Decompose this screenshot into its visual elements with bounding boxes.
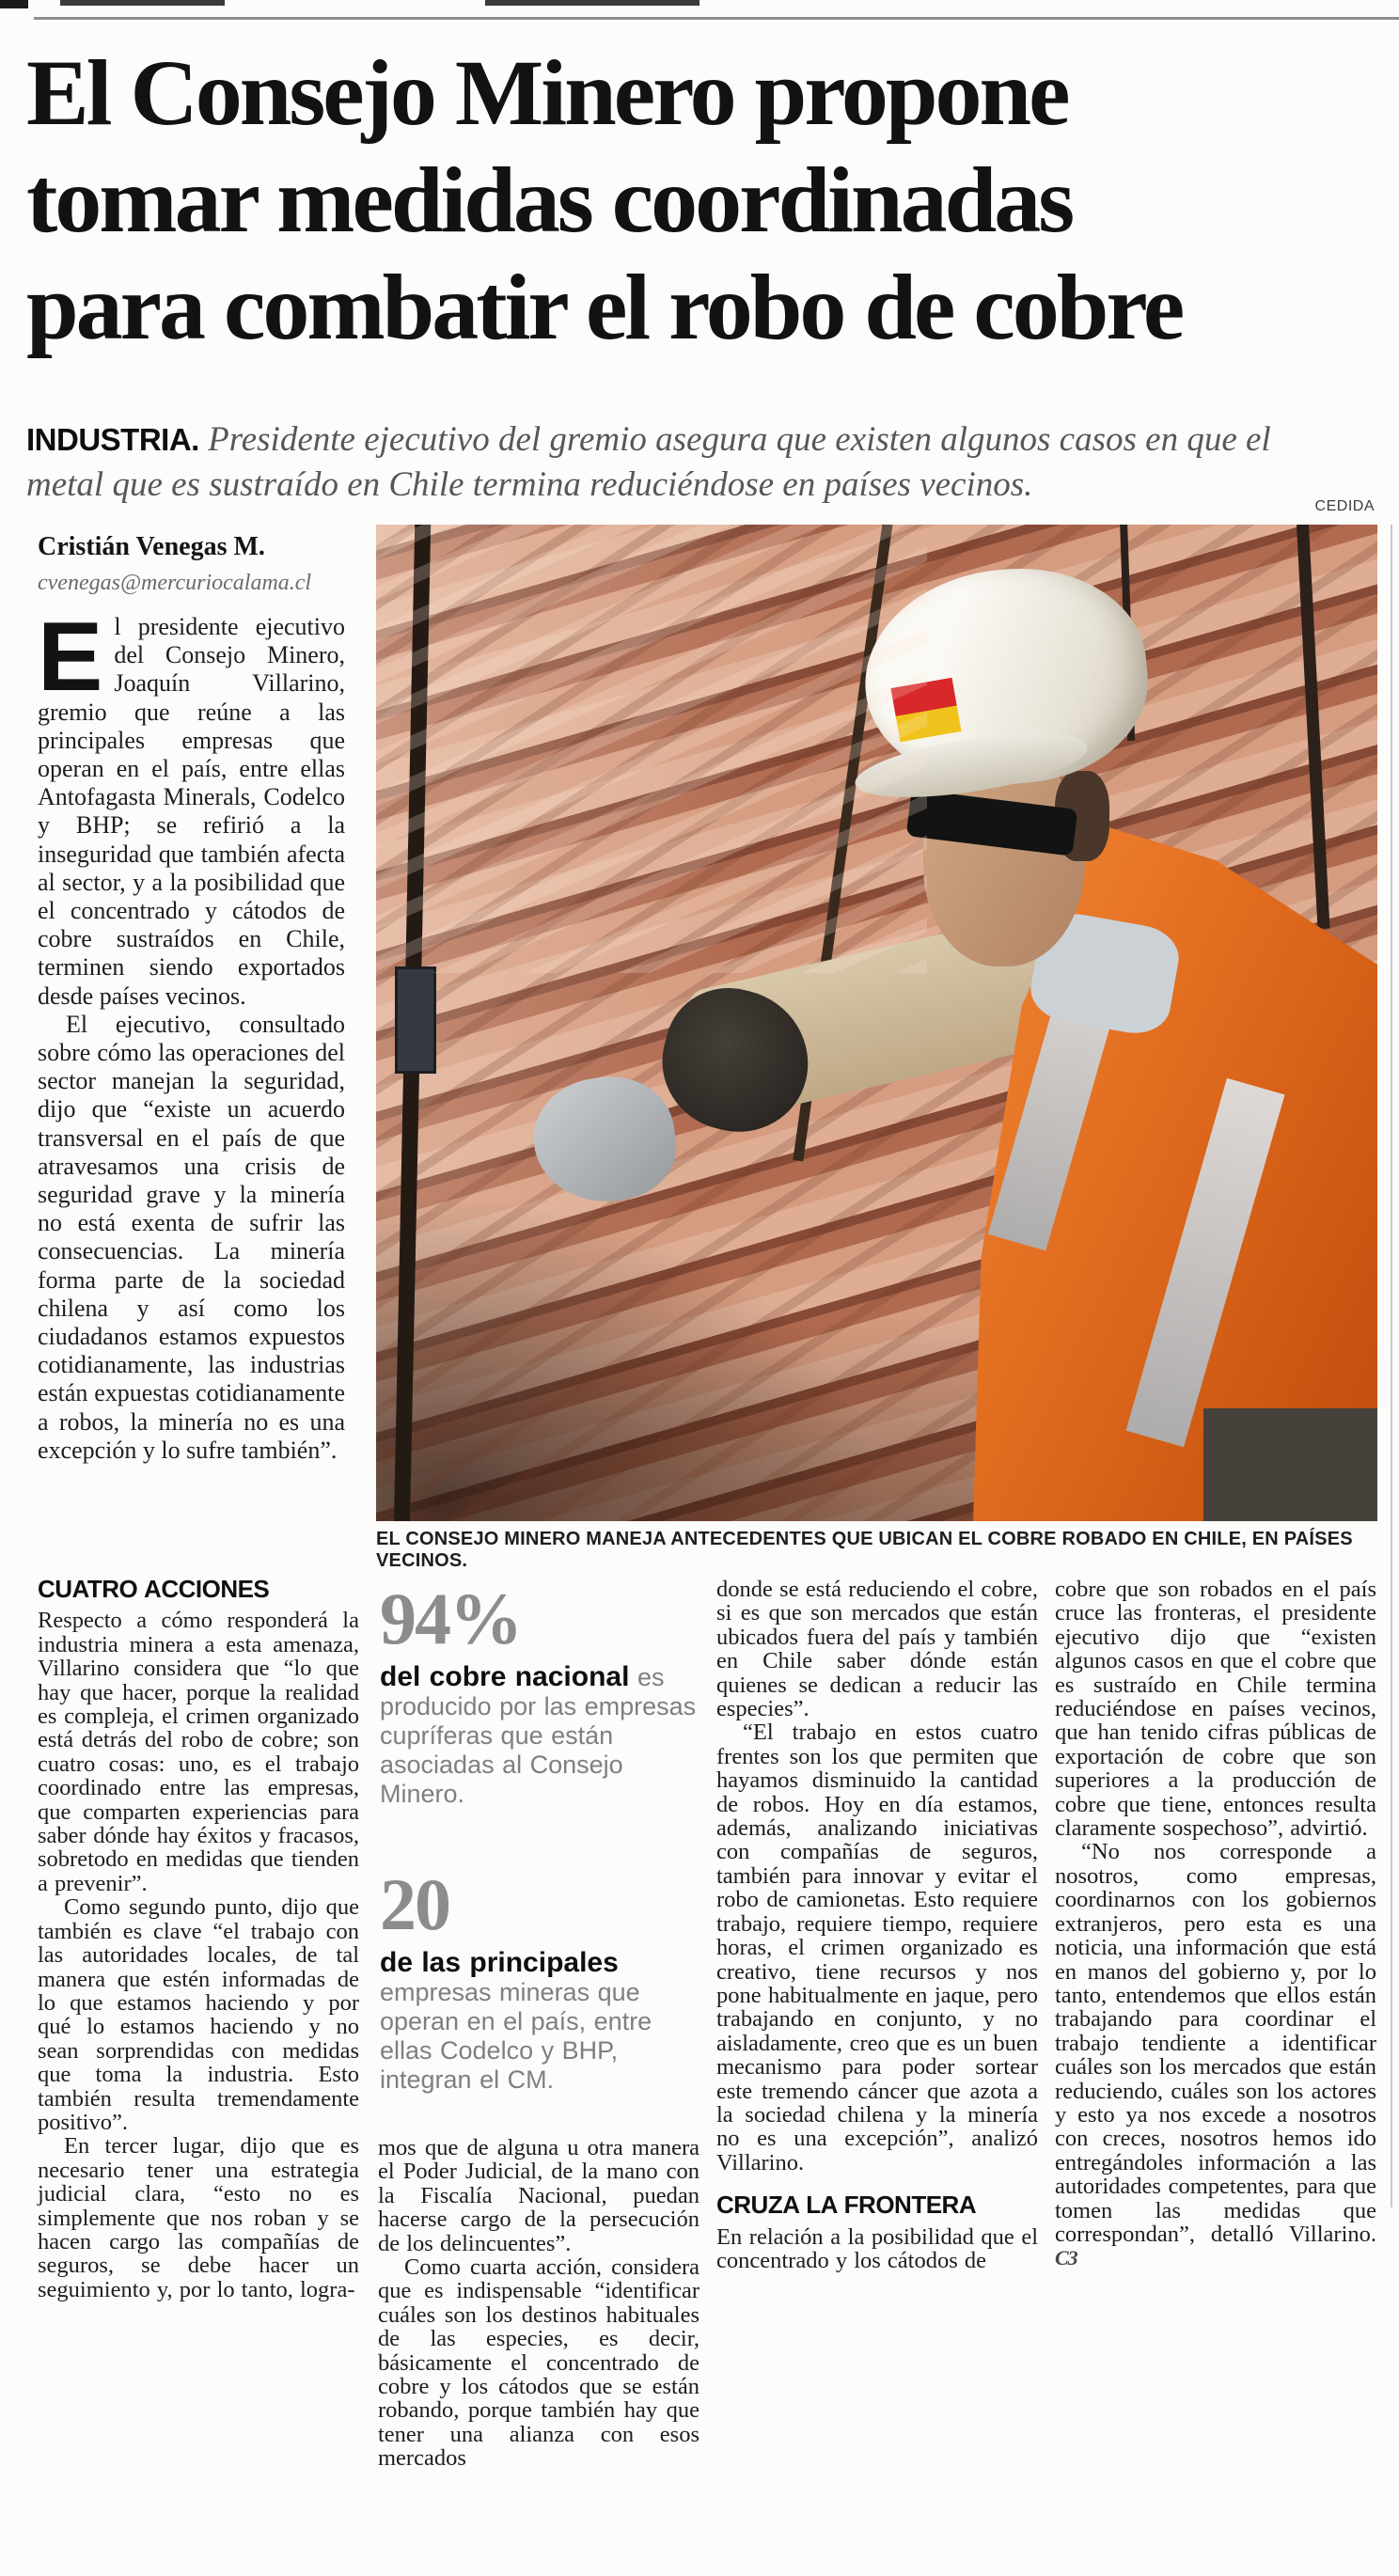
headline-line: tomar medidas coordinadas — [26, 148, 1073, 252]
print-registration-mark — [485, 0, 700, 6]
intro-paragraph — [38, 603, 345, 1011]
deck-text: Presidente ejecutivo del gremio asegura que existen algunos casos en que el metal que es sustraído en Chile termina reduciéndose en países vecinos. — [26, 420, 1271, 505]
intro-opening-text: l presidente ejecutivo del Consejo Minero, Joaquín Villarino, gremio que reúne a las principales empresas que operan en el país, entre ellas Antofagasta Minerals, Codelco y BHP; se refirió a la inseguridad que también afecta al sector, y a la posibilidad que el concentrado y cátodos de cobre sustraídos en Chile, terminen siendo exportados desde países vecinos. — [38, 613, 345, 1010]
top-divider-rule — [34, 17, 1399, 20]
headline — [26, 39, 1395, 361]
drop-cap: E — [38, 603, 103, 712]
intro-paragraph: El ejecutivo, consultado sobre cómo las operaciones del sector manejan la seguridad, dijo que “existe un acuerdo transversal en el país de que atravesamos una crisis de seguridad grave y la minería no está exenta de sufrir las consecuencias. La minería forma parte de la sociedad chilena y así como los ciudadanos estamos expuestos cotidianamente, las industrias están expuestas cotidianamente a robos, la minería no es una excepción y lo sufre también”. — [38, 1010, 345, 1464]
section-header-cuatro-acciones: CUATRO ACCIONES — [38, 1575, 270, 1603]
body-paragraph: cobre que son robados en el país cruce las fronteras, el presidente ejecutivo dijo que “existen algunos casos en que el cobre que es sustraído en Chile termina reduciéndose en países vecinos, que han tenido cifras públicas de exportación de cobre que son superiores a la producción de cobre que tiene, entonces resulta claramente sospechoso”, advirtió. — [1055, 1577, 1376, 1842]
stat-value: 94% — [380, 1578, 521, 1659]
byline-author: Cristián Venegas M. — [38, 532, 265, 561]
body-paragraph: donde se está reduciendo el cobre, si es que son mercados que están ubicados fuera del país y también en Chile saber dónde están quienes se dedican a reducir las especies”. — [716, 1577, 1038, 1722]
column-divider-rule — [1391, 525, 1392, 2207]
print-registration-mark — [60, 0, 225, 6]
stat-description — [380, 1662, 700, 1809]
body-paragraph — [1055, 1840, 1376, 2270]
body-paragraph: Como segundo punto, dijo que también es clave “el trabajo con las autoridades locales, de tal manera que estén informadas de lo que estamos haciendo y por qué lo estamos haciendo y no sean sorprendidas con medidas que toma la industria. Esto también resulta tremendamente positivo”. — [38, 1894, 359, 2135]
body-paragraph: Respecto a cómo responderá la industria minera a esta amenaza, Villarino considera que “lo que hay que hacer, porque la realidad es compleja, el crimen organizado está detrás del robo de cobre; son cuatro cosas: uno, es el trabajo coordinado entre las empresas, que comparten experiencias para saber dónde hay éxitos y fracasos, sobretodo en medidas que tienden a prevenir”. — [38, 1608, 359, 1896]
strap-buckle — [395, 966, 436, 1074]
stat-text: empresas mineras que operan en el país, entre ellas Codelco y BHP, integran el CM. — [380, 1978, 652, 2094]
stat-lead: de las principales — [380, 1947, 619, 1978]
stat-description — [380, 1948, 700, 2095]
text-column-4 — [1055, 1578, 1376, 2270]
text-column-2 — [378, 1578, 700, 2471]
section-kicker: INDUSTRIA. — [26, 422, 199, 457]
stat-value: 20 — [380, 1863, 449, 1945]
worker-glove — [527, 1068, 684, 1211]
byline-email: cvenegas@mercuriocalama.cl — [38, 571, 312, 595]
body-paragraph-text: “No nos corresponde a nosotros, como empresas, coordinarnos con los gobiernos extranjeros, pero esta es una noticia, una información que está en manos del gobierno y, por lo tanto, entendemos que ellos están trabajando para coordinar el trabajo tendiente a identificar cuáles son los mercados que están reduciendo, cuáles son los actores y esto ya nos excede a nosotros con creces, nosotros hemos ido entregándoles información a las autoridades competentes, para que tomen las medidas que correspondan”, detalló Villarino. — [1055, 1839, 1376, 2247]
hard-hat-logo — [890, 678, 961, 743]
headline-line: para combatir el robo de cobre — [26, 255, 1183, 359]
photo-caption: EL CONSEJO MINERO MANEJA ANTECEDENTES QUE UBICAN EL COBRE ROBADO EN CHILE, EN PAÍSES VECINOS. — [376, 1529, 1353, 1571]
intro-column — [38, 603, 345, 1465]
deck — [26, 417, 1352, 508]
body-paragraph: Como cuarta acción, considera que es indispensable “identificar cuáles son los destinos habituales de las especies, es decir, básicamente el concentrado de cobre y los cátodos que se están robando, porque también hay que tener una alianza con esos mercados — [378, 2254, 700, 2472]
stat-callout-94-percent — [380, 1578, 700, 1809]
article-photo — [376, 525, 1377, 1521]
worker-pants — [1203, 1408, 1377, 1521]
end-of-article-mark: C3 — [1055, 2246, 1077, 2270]
reflective-stripe — [1125, 1078, 1284, 1448]
text-column-1 — [38, 1575, 359, 2302]
print-registration-mark — [0, 0, 28, 8]
body-paragraph: mos que de alguna u otra manera el Poder Judicial, de la mano con la Fiscalía Nacional, puedan hacerse cargo de la persecución de los delincuentes”. — [378, 2135, 700, 2256]
body-paragraph: “El trabajo en estos cuatro frentes son los que permiten que hayamos disminuido la cantidad de robos. Hoy en día estamos, además, analizando iniciativas con compañías de seguros, también para innovar y evitar el robo de camionetas. Esto requiere trabajo, requiere tiempo, requiere horas, el crimen organizado es creativo, tiene recursos y nos pone habitualmente en jaque, pero trabajando en conjunto, y no aisladamente, creo que es un buen mecanismo para poder sortear este tremendo cáncer que azota a la sociedad chilena y la minería no es una excepción”, analizó Villarino. — [716, 1720, 1038, 2175]
photo-credit: CEDIDA — [1314, 498, 1375, 514]
body-paragraph: En tercer lugar, dijo que es necesario tener una estrategia judicial clara, “esto no es simplemente que nos roban y se hacen cargo las compañías de seguros, se debe hacer un seguimiento y, por lo tanto, logra- — [38, 2133, 359, 2302]
stat-lead: del cobre nacional — [380, 1661, 630, 1692]
cathode-strap — [1296, 525, 1329, 929]
body-paragraph: En relación a la posibilidad que el concentrado y los cátodos de — [716, 2223, 1038, 2273]
stat-callout-20 — [380, 1863, 700, 2095]
headline-line: El Consejo Minero propone — [26, 40, 1068, 145]
text-column-3 — [716, 1578, 1038, 2272]
section-header-cruza-la-frontera: CRUZA LA FRONTERA — [716, 2191, 977, 2220]
byline — [38, 532, 311, 596]
stat-text: es producido por las empresas cupríferas que están asociadas al Consejo Minero. — [380, 1663, 697, 1808]
